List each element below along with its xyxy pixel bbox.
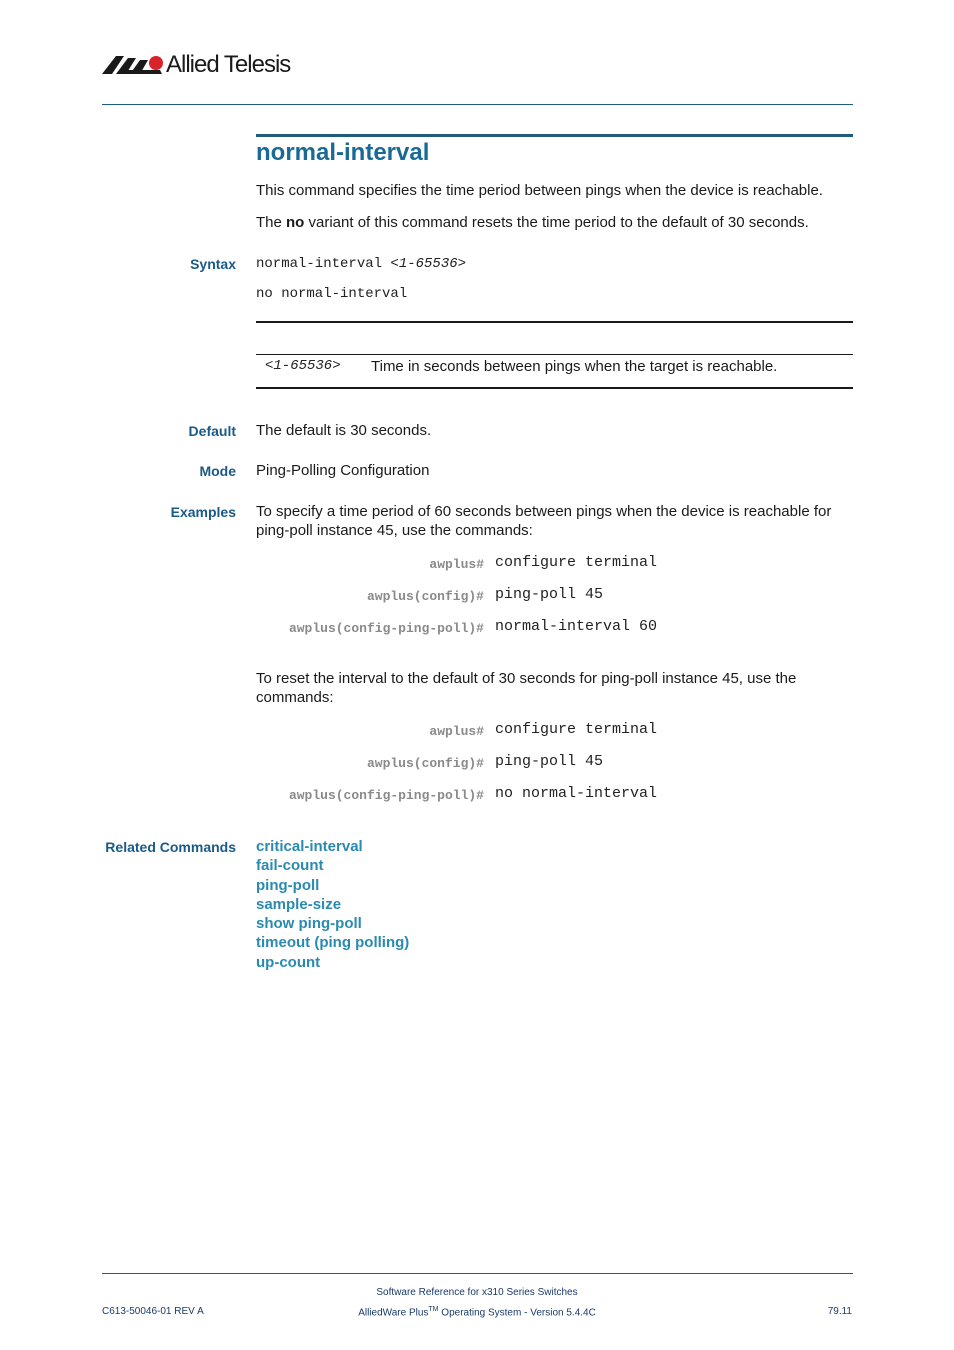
table-top-rule bbox=[256, 321, 853, 323]
footer-divider bbox=[102, 1273, 853, 1274]
footer-doc-id: C613-50046-01 REV A bbox=[102, 1306, 204, 1317]
no-keyword: no bbox=[286, 214, 305, 231]
default-label: Default bbox=[188, 423, 236, 439]
allied-telesis-logo bbox=[102, 50, 302, 82]
trademark: TM bbox=[428, 1306, 439, 1313]
cli-command: configure terminal bbox=[495, 721, 658, 738]
header-divider bbox=[102, 104, 853, 105]
cli-command: ping-poll 45 bbox=[495, 753, 604, 770]
syntax-no-command: no normal-interval bbox=[256, 286, 408, 302]
cli-prompt: awplus# bbox=[429, 557, 484, 572]
default-text: The default is 30 seconds. bbox=[256, 422, 432, 439]
example-intro-2: To reset the interval to the default of 30 seconds for ping-poll instance 45, use the commands: bbox=[256, 670, 797, 706]
allied-telesis-logo-icon bbox=[102, 50, 166, 82]
syntax-cmd: normal-interval bbox=[256, 256, 391, 272]
link-show-ping-poll[interactable]: show ping-poll bbox=[256, 915, 362, 933]
link-sample-size[interactable]: sample-size bbox=[256, 895, 342, 913]
cli-prompt: awplus(config-ping-poll)# bbox=[288, 621, 484, 636]
cli-command: normal-interval 60 bbox=[495, 618, 658, 635]
link-timeout-ping-polling[interactable]: timeout (ping polling) bbox=[256, 934, 410, 952]
footer-os-version-text: Operating System - Version 5.4.4C bbox=[438, 1307, 596, 1319]
cli-prompt: awplus# bbox=[429, 724, 484, 739]
footer-os-name: AlliedWare Plus bbox=[358, 1307, 429, 1319]
mode-text: Ping-Polling Configuration bbox=[256, 462, 430, 479]
intro-text: variant of this command resets the time period to the default of 30 seconds. bbox=[304, 214, 809, 231]
link-up-count[interactable]: up-count bbox=[256, 953, 321, 971]
examples-label: Examples bbox=[170, 504, 236, 520]
intro-text: The bbox=[256, 214, 287, 231]
footer-title: Software Reference for x310 Series Switches bbox=[376, 1287, 578, 1298]
table-header-rule bbox=[256, 354, 853, 355]
cli-command: no normal-interval bbox=[495, 785, 658, 802]
example-intro-1: To specify a time period of 60 seconds between pings when the device is reachable for ping-poll instance 45, use the commands: bbox=[256, 503, 832, 539]
link-ping-poll[interactable]: ping-poll bbox=[256, 876, 320, 894]
syntax-param: <1-65536> bbox=[390, 256, 467, 272]
title-rule bbox=[256, 134, 853, 137]
brand-name: Allied Telesis bbox=[166, 51, 291, 78]
related-commands-list bbox=[256, 837, 409, 972]
cli-command: configure terminal bbox=[495, 554, 658, 571]
intro-line-2 bbox=[256, 213, 853, 232]
link-critical-interval[interactable]: critical-interval bbox=[256, 838, 363, 855]
footer-os-version bbox=[0, 1306, 954, 1318]
cli-prompt: awplus(config)# bbox=[366, 589, 484, 604]
syntax-label: Syntax bbox=[190, 256, 236, 272]
page-number: 79.11 bbox=[827, 1306, 852, 1317]
syntax-command bbox=[256, 256, 466, 272]
related-commands-label: Related Commands bbox=[105, 839, 236, 855]
param-name: <1-65536> bbox=[265, 358, 341, 374]
table-bottom-rule bbox=[256, 387, 853, 389]
cli-prompt: awplus(config-ping-poll)# bbox=[288, 788, 484, 803]
page-title: normal-interval bbox=[256, 139, 430, 166]
cli-prompt: awplus(config)# bbox=[366, 756, 484, 771]
mode-label: Mode bbox=[199, 463, 236, 479]
intro-line-1: This command specifies the time period between pings when the device is reachable. bbox=[256, 182, 823, 199]
cli-command: ping-poll 45 bbox=[495, 586, 604, 603]
param-description: Time in seconds between pings when the target is reachable. bbox=[371, 358, 778, 375]
link-fail-count[interactable]: fail-count bbox=[256, 857, 324, 875]
